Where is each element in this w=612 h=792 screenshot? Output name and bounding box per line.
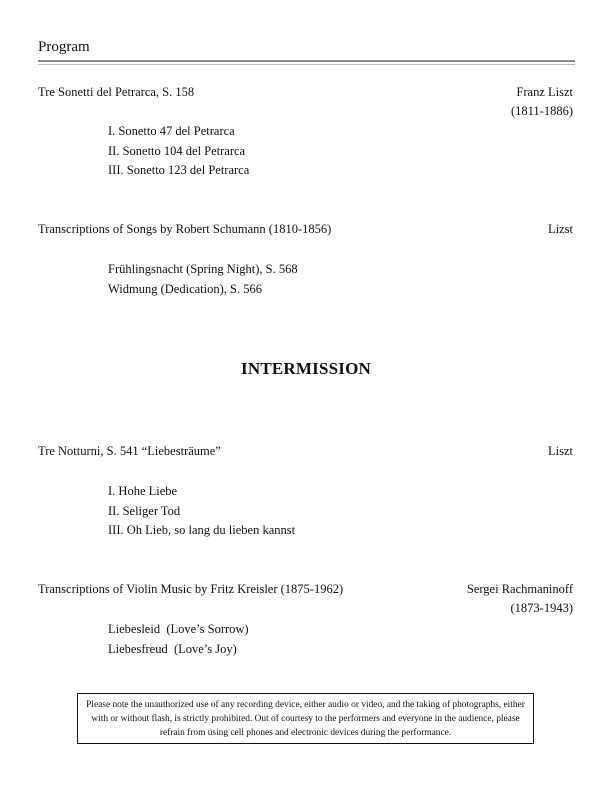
composer-dates: (1811-1886) <box>510 104 573 118</box>
movement-list <box>108 620 249 659</box>
heading-rule-secondary <box>38 64 575 65</box>
composer-name: Lizst <box>548 222 573 236</box>
intermission-heading: INTERMISSION <box>241 359 371 378</box>
work-title: Tre Notturni, S. 541 “Liebesträume” <box>38 444 221 458</box>
movement-item: Widmung (Dedication), S. 566 <box>108 281 262 296</box>
composer-name: Franz Liszt <box>516 85 573 99</box>
heading-rule <box>38 60 575 62</box>
composer-name: Liszt <box>548 444 573 458</box>
page-heading: Program <box>38 39 90 55</box>
composer-name: Sergei Rachmaninoff <box>466 582 573 596</box>
movement-item: I. Sonetto 47 del Petrarca <box>108 124 235 138</box>
recording-notice: Please note the unauthorized use of any recording device, either audio or video, and the taking of photographs, either with or without flash, is strictly prohibited. Out of courtesy to the performers and everyone in the audience, please refrain from using cell phones and electronic devices during the performance. <box>77 693 534 744</box>
movement-item: II. Seliger Tod <box>108 503 181 518</box>
movement-item: III. Sonetto 123 del Petrarca <box>108 163 250 177</box>
composer-dates: (1873-1943) <box>510 601 573 615</box>
movement-list <box>108 122 249 181</box>
movement-item: Liebesfreud (Love’s Joy) <box>108 641 237 656</box>
movement-list <box>108 482 295 541</box>
work-title: Transcriptions of Violin Music by Fritz Kreisler (1875-1962) <box>38 582 344 596</box>
work-title: Transcriptions of Songs by Robert Schumann (1810-1856) <box>38 222 332 236</box>
movement-item: Frühlingsnacht (Spring Night), S. 568 <box>108 262 298 276</box>
movement-item: III. Oh Lieb, so lang du lieben kannst <box>108 523 296 537</box>
movement-item: II. Sonetto 104 del Petrarca <box>108 143 246 158</box>
movement-list <box>108 260 298 299</box>
work-title: Tre Sonetti del Petrarca, S. 158 <box>38 85 195 99</box>
movement-item: Liebesleid (Love’s Sorrow) <box>108 622 249 636</box>
movement-item: I. Hohe Liebe <box>108 484 178 498</box>
